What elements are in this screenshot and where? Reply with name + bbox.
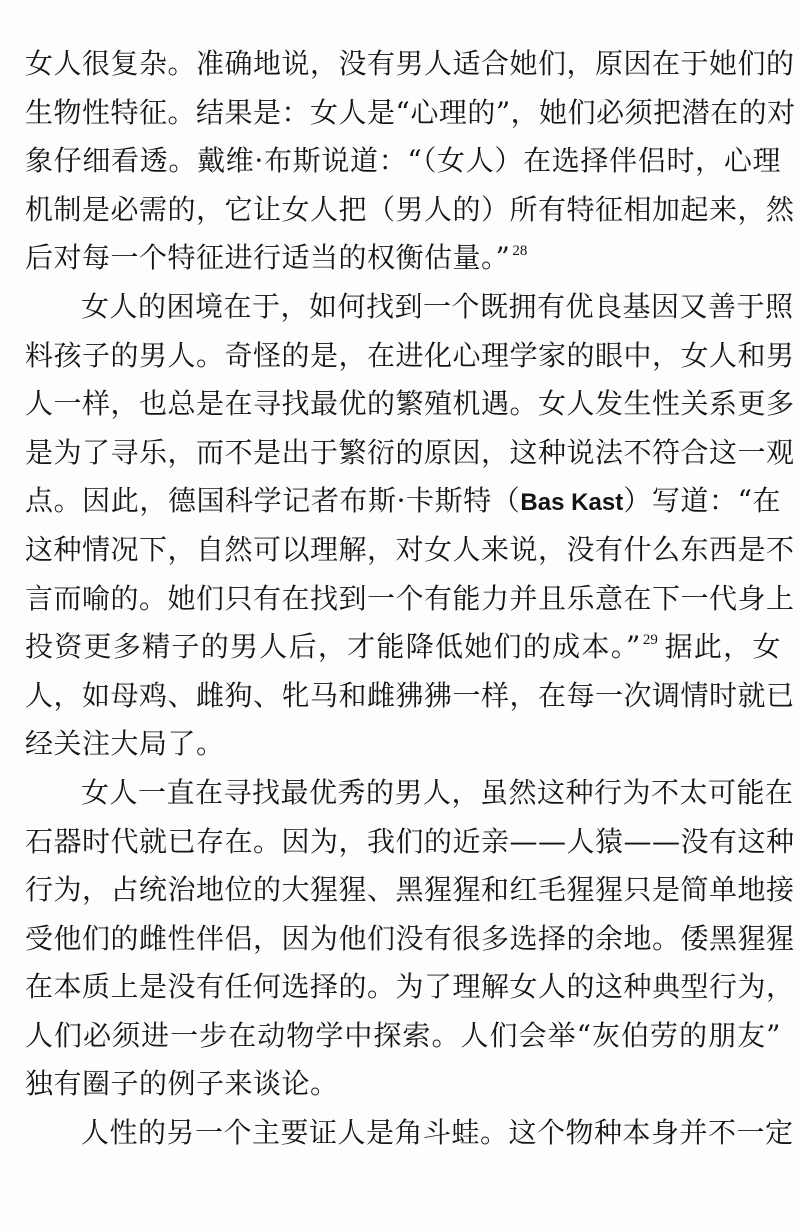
text-run: 象仔细看透。戴维·布斯说道：“（女人）在选择伴侣时，心理 [25, 144, 781, 178]
footnote-marker: 29 [642, 632, 658, 649]
text-run: 人一样，也总是在寻找最优的繁殖机遇。女人发生性关系更多 [25, 387, 795, 421]
text-line [25, 429, 795, 478]
text-line [25, 283, 794, 332]
text-line [25, 89, 796, 138]
text-line [25, 1060, 781, 1109]
text-run: 行为，占统治地位的大猩猩、黑猩猩和红毛猩猩只是简单地接 [25, 873, 795, 907]
text-run: 人性的另一个主要证人是角斗蛙。这个物种本身并不一定 [81, 1116, 794, 1150]
text-run: 女人的困境在于，如何找到一个既拥有优良基因又善于照 [81, 289, 794, 323]
text-line [25, 1109, 794, 1158]
text-run: 人们必须进一步在动物学中探索。人们会举“灰伯劳的朋友” [25, 1018, 781, 1052]
paragraph [25, 283, 795, 769]
text-line [25, 818, 795, 867]
text-line [25, 623, 781, 672]
text-run: 点。因此，德国科学记者布斯·卡斯特（ [25, 484, 521, 518]
text-run: 据此，女 [663, 630, 781, 664]
text-line [25, 526, 795, 575]
latin-text: Bas Kast [520, 489, 624, 517]
text-run: 投资更多精子的男人后，才能降低她们的成本。” [25, 630, 641, 664]
body-text [25, 40, 796, 1158]
text-line [25, 1012, 781, 1061]
text-line [25, 477, 781, 526]
text-run: 女人一直在寻找最优秀的男人，虽然这种行为不太可能在 [81, 775, 794, 809]
text-run: 独有圈子的例子来谈论。 [25, 1067, 339, 1101]
text-run: 这种情况下，自然可以理解，对女人来说，没有什么东西是不 [25, 532, 795, 566]
text-run: ）写道：“在 [623, 484, 781, 518]
paragraph [25, 40, 796, 283]
text-line [25, 332, 795, 381]
text-run: 女人很复杂。准确地说，没有男人适合她们，原因在于她们的 [25, 47, 795, 80]
footnote-marker: 28 [512, 243, 528, 260]
text-run: 料孩子的男人。奇怪的是，在进化心理学家的眼中，女人和男 [25, 338, 795, 372]
text-line [25, 769, 794, 818]
text-line [25, 40, 795, 89]
text-line [25, 380, 795, 429]
text-line [25, 866, 795, 915]
text-line [25, 720, 781, 769]
text-run: 机制是必需的，它让女人把（男人的）所有特征相加起来，然 [25, 192, 795, 226]
text-run: 后对每一个特征进行适当的权衡估量。” [25, 241, 511, 275]
paragraph [25, 769, 795, 1109]
text-line [25, 672, 795, 721]
text-line [25, 137, 781, 186]
text-run: 生物性特征。结果是：女人是“心理的”，她们必须把潜在的对 [25, 95, 796, 129]
text-run: 在本质上是没有任何选择的。为了理解女人的这种典型行为， [25, 970, 795, 1004]
text-line [25, 915, 795, 964]
text-line [25, 234, 781, 283]
text-run: 人，如母鸡、雌狗、牝马和雌狒狒一样，在每一次调情时就已 [25, 678, 795, 712]
text-run: 经关注大局了。 [25, 727, 225, 761]
paragraph [25, 1109, 794, 1158]
text-run: 受他们的雌性伴侣，因为他们没有很多选择的余地。倭黑猩猩 [25, 921, 795, 955]
text-line [25, 186, 795, 235]
text-run: 是为了寻乐，而不是出于繁衍的原因，这种说法不符合这一观 [25, 435, 795, 469]
text-line [25, 575, 795, 624]
text-run: 石器时代就已存在。因为，我们的近亲——人猿——没有这种 [25, 824, 795, 858]
text-line [25, 963, 795, 1012]
text-run: 言而喻的。她们只有在找到一个有能力并且乐意在下一代身上 [25, 581, 795, 615]
